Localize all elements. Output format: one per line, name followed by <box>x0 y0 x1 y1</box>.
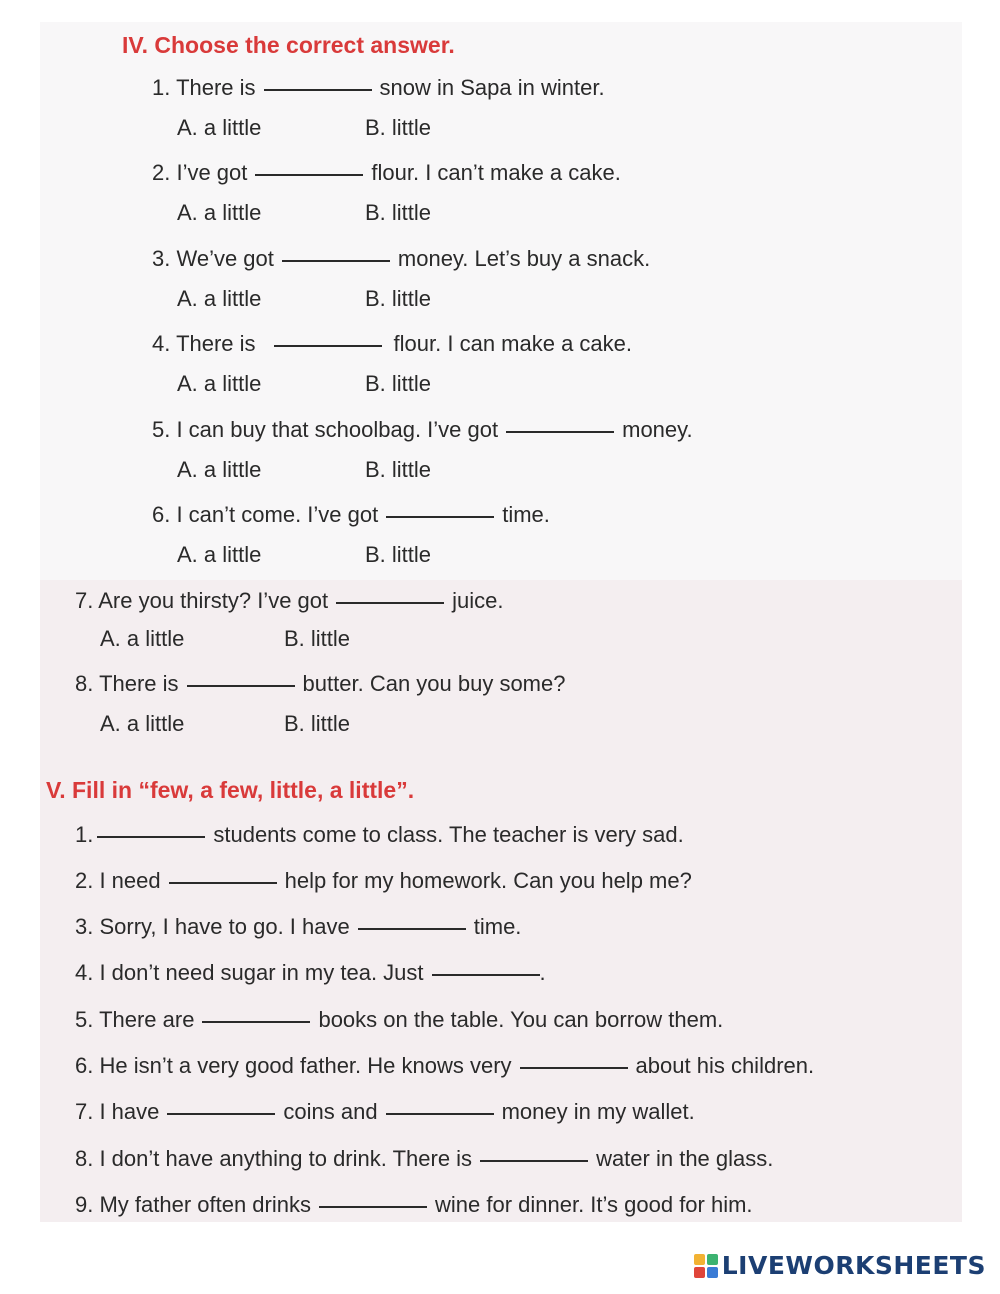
section-5-heading: V. Fill in “few, a few, little, a little”. <box>46 777 415 803</box>
option-a[interactable]: A. a little <box>177 457 262 482</box>
answer-blank[interactable] <box>480 1159 588 1162</box>
answer-blank[interactable] <box>264 88 372 91</box>
answer-blank[interactable] <box>336 601 444 604</box>
question-5-2: 2. I need help for my homework. Can you help me? <box>75 868 692 893</box>
question-5-6: 6. He isn’t a very good father. He knows very about his children. <box>75 1053 815 1078</box>
option-b[interactable]: B. little <box>284 626 351 651</box>
options-4-1 <box>177 115 431 141</box>
answer-blank[interactable] <box>169 881 277 884</box>
option-a[interactable]: A. a little <box>100 711 185 736</box>
options-4-8 <box>100 711 350 737</box>
question-5-9: 9. My father often drinks wine for dinner. It’s good for him. <box>75 1192 753 1217</box>
question-4-7: 7. Are you thirsty? I’ve got juice. <box>75 588 504 613</box>
answer-blank[interactable] <box>386 515 494 518</box>
section-4-heading: IV. Choose the correct answer. <box>122 32 455 58</box>
question-5-3: 3. Sorry, I have to go. I have time. <box>75 914 522 939</box>
option-a[interactable]: A. a little <box>177 115 262 140</box>
question-4-2: 2. I’ve got flour. I can’t make a cake. <box>152 160 621 185</box>
options-4-2 <box>177 200 431 226</box>
option-a[interactable]: A. a little <box>100 626 185 651</box>
answer-blank[interactable] <box>432 973 540 976</box>
options-4-5 <box>177 457 431 483</box>
question-4-1: 1. There is snow in Sapa in winter. <box>152 75 605 100</box>
answer-blank[interactable] <box>274 344 382 347</box>
options-4-7 <box>100 626 350 652</box>
options-4-6 <box>177 542 431 568</box>
option-a[interactable]: A. a little <box>177 286 262 311</box>
answer-blank[interactable] <box>282 259 390 262</box>
question-4-5: 5. I can buy that schoolbag. I’ve got money. <box>152 417 693 442</box>
question-5-5: 5. There are books on the table. You can borrow them. <box>75 1007 724 1032</box>
question-5-4: 4. I don’t need sugar in my tea. Just . <box>75 960 546 985</box>
question-4-4: 4. There is flour. I can make a cake. <box>152 331 633 356</box>
option-b[interactable]: B. little <box>365 286 432 311</box>
option-a[interactable]: A. a little <box>177 542 262 567</box>
answer-blank[interactable] <box>358 927 466 930</box>
liveworksheets-logo[interactable] <box>694 1251 986 1280</box>
option-b[interactable]: B. little <box>365 371 432 396</box>
question-4-3: 3. We’ve got money. Let’s buy a snack. <box>152 246 651 271</box>
option-b[interactable]: B. little <box>284 711 351 736</box>
question-5-7: 7. I have coins and money in my wallet. <box>75 1099 695 1124</box>
answer-blank[interactable] <box>97 835 205 838</box>
question-4-8: 8. There is butter. Can you buy some? <box>75 671 566 696</box>
options-4-4 <box>177 371 431 397</box>
option-b[interactable]: B. little <box>365 457 432 482</box>
answer-blank[interactable] <box>187 684 295 687</box>
answer-blank[interactable] <box>386 1112 494 1115</box>
option-a[interactable]: A. a little <box>177 371 262 396</box>
option-b[interactable]: B. little <box>365 115 432 140</box>
options-4-3 <box>177 286 431 312</box>
option-b[interactable]: B. little <box>365 200 432 225</box>
option-a[interactable]: A. a little <box>177 200 262 225</box>
option-b[interactable]: B. little <box>365 542 432 567</box>
answer-blank[interactable] <box>520 1066 628 1069</box>
answer-blank[interactable] <box>202 1020 310 1023</box>
logo-text: LIVEWORKSHEETS <box>721 1251 986 1280</box>
answer-blank[interactable] <box>319 1205 427 1208</box>
question-4-6: 6. I can’t come. I’ve got time. <box>152 502 550 527</box>
logo-icon <box>694 1254 718 1278</box>
answer-blank[interactable] <box>506 430 614 433</box>
answer-blank[interactable] <box>255 173 363 176</box>
question-5-8: 8. I don’t have anything to drink. There is water in the glass. <box>75 1146 774 1171</box>
question-5-1: 1. students come to class. The teacher is very sad. <box>75 822 684 847</box>
answer-blank[interactable] <box>167 1112 275 1115</box>
